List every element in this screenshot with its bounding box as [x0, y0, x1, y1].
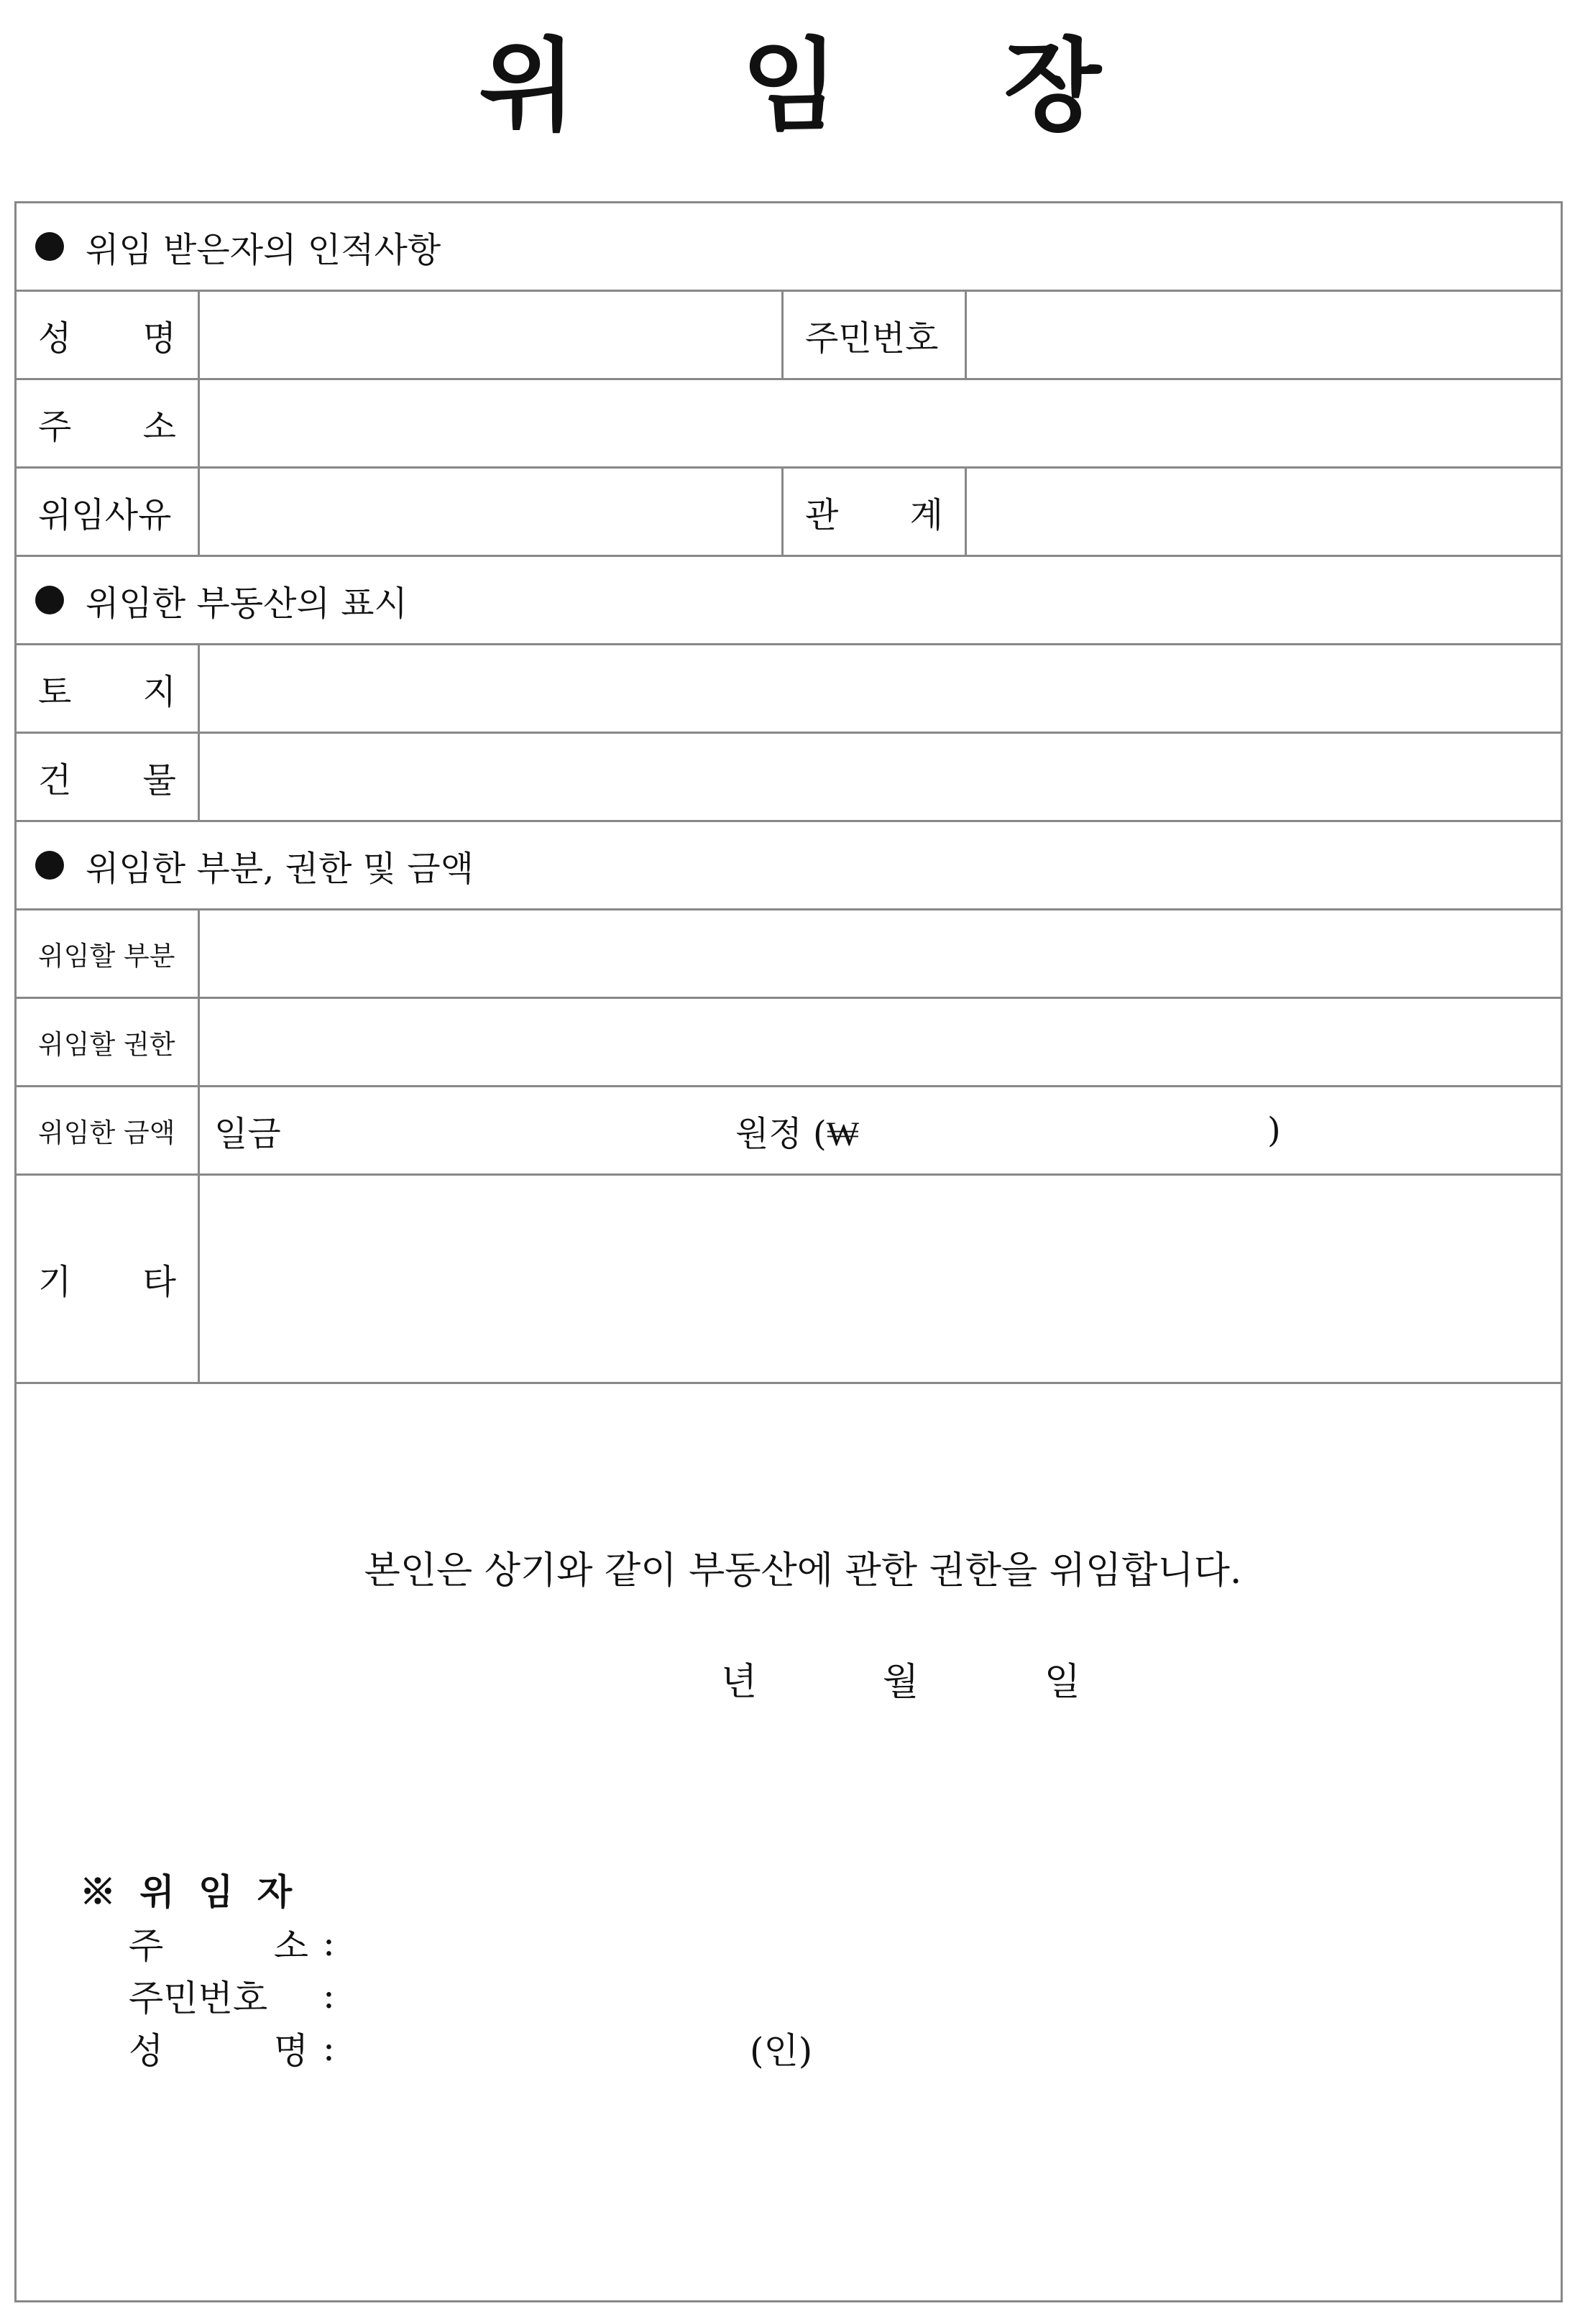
- other-field[interactable]: [200, 1176, 1561, 1382]
- delegation-statement: 본인은 상기와 같이 부동산에 관한 권한을 위임합니다.: [364, 1549, 1242, 1592]
- agent-name-field[interactable]: [200, 292, 784, 378]
- power-of-attorney-form: [14, 201, 1563, 2302]
- date-day: 일: [1044, 1661, 1080, 1704]
- row-scope-amount: [17, 1087, 1561, 1176]
- grantor-name-label: 성 명: [129, 2030, 308, 2072]
- agent-address-field[interactable]: [200, 380, 1561, 466]
- grantor-heading: ※ 위 임 자: [80, 1871, 298, 1913]
- label-agent-reason: 위임사유: [17, 469, 200, 555]
- title-char-3: 장: [1003, 27, 1101, 145]
- building-field[interactable]: [200, 734, 1561, 820]
- document-title: [0, 29, 1580, 144]
- grantor-resident-no-line: 주민번호 :: [129, 1970, 335, 2021]
- row-scope-part: [17, 910, 1561, 999]
- title-char-2: 임: [741, 27, 839, 145]
- section-property-label: 위임한 부동산의 표시: [86, 583, 408, 624]
- label-scope-amount: 위임한 금액: [17, 1087, 200, 1173]
- label-building: 건 물: [17, 734, 200, 820]
- bullet-icon: [35, 586, 64, 614]
- scope-part-field[interactable]: [200, 910, 1561, 997]
- section-scope: [17, 822, 1561, 910]
- grantor-address-line: 주 소 :: [129, 1917, 335, 1969]
- bullet-icon: [35, 851, 64, 880]
- row-building: [17, 734, 1561, 822]
- label-agent-resident-no: 주민번호: [784, 292, 967, 378]
- agent-relation-field[interactable]: [967, 469, 1561, 555]
- agent-resident-no-field[interactable]: [967, 292, 1561, 378]
- row-scope-authority: [17, 999, 1561, 1087]
- row-other: [17, 1176, 1561, 1384]
- seal-mark: (인): [750, 2030, 813, 2072]
- row-agent-reason: [17, 469, 1561, 557]
- amount-close-paren: ): [1267, 1110, 1281, 1151]
- row-land: [17, 645, 1561, 734]
- label-other: 기 타: [17, 1176, 200, 1382]
- section-scope-label: 위임한 부분, 권한 및 금액: [86, 848, 474, 889]
- label-land: 토 지: [17, 645, 200, 732]
- title-char-1: 위: [479, 27, 577, 145]
- label-agent-address: 주 소: [17, 380, 200, 466]
- date-year: 년: [721, 1661, 758, 1704]
- label-agent-name: 성 명: [17, 292, 200, 378]
- grantor-address-label: 주 소: [129, 1925, 308, 1967]
- label-scope-part: 위임할 부분: [17, 910, 200, 997]
- row-agent-address: [17, 380, 1561, 469]
- land-field[interactable]: [200, 645, 1561, 732]
- row-agent-name: [17, 292, 1561, 380]
- agent-reason-field[interactable]: [200, 469, 784, 555]
- date-line: [721, 1651, 1080, 1705]
- grantor-resident-no-label: 주민번호: [129, 1978, 268, 2019]
- section-property: [17, 557, 1561, 645]
- amount-lead-text: 일금: [214, 1113, 281, 1154]
- section-agent-info-label: 위임 받은자의 인적사항: [86, 229, 441, 270]
- date-month: 월: [882, 1661, 919, 1704]
- label-agent-relation: 관 계: [784, 469, 967, 555]
- grantor-name-line: 성 명 :: [129, 2022, 335, 2074]
- bullet-icon: [35, 232, 64, 261]
- scope-authority-field[interactable]: [200, 999, 1561, 1085]
- amount-won-text: 원정 (₩: [735, 1113, 860, 1154]
- section-agent-info: [17, 203, 1561, 292]
- label-scope-authority: 위임할 권한: [17, 999, 200, 1085]
- scope-amount-field[interactable]: [200, 1087, 1561, 1173]
